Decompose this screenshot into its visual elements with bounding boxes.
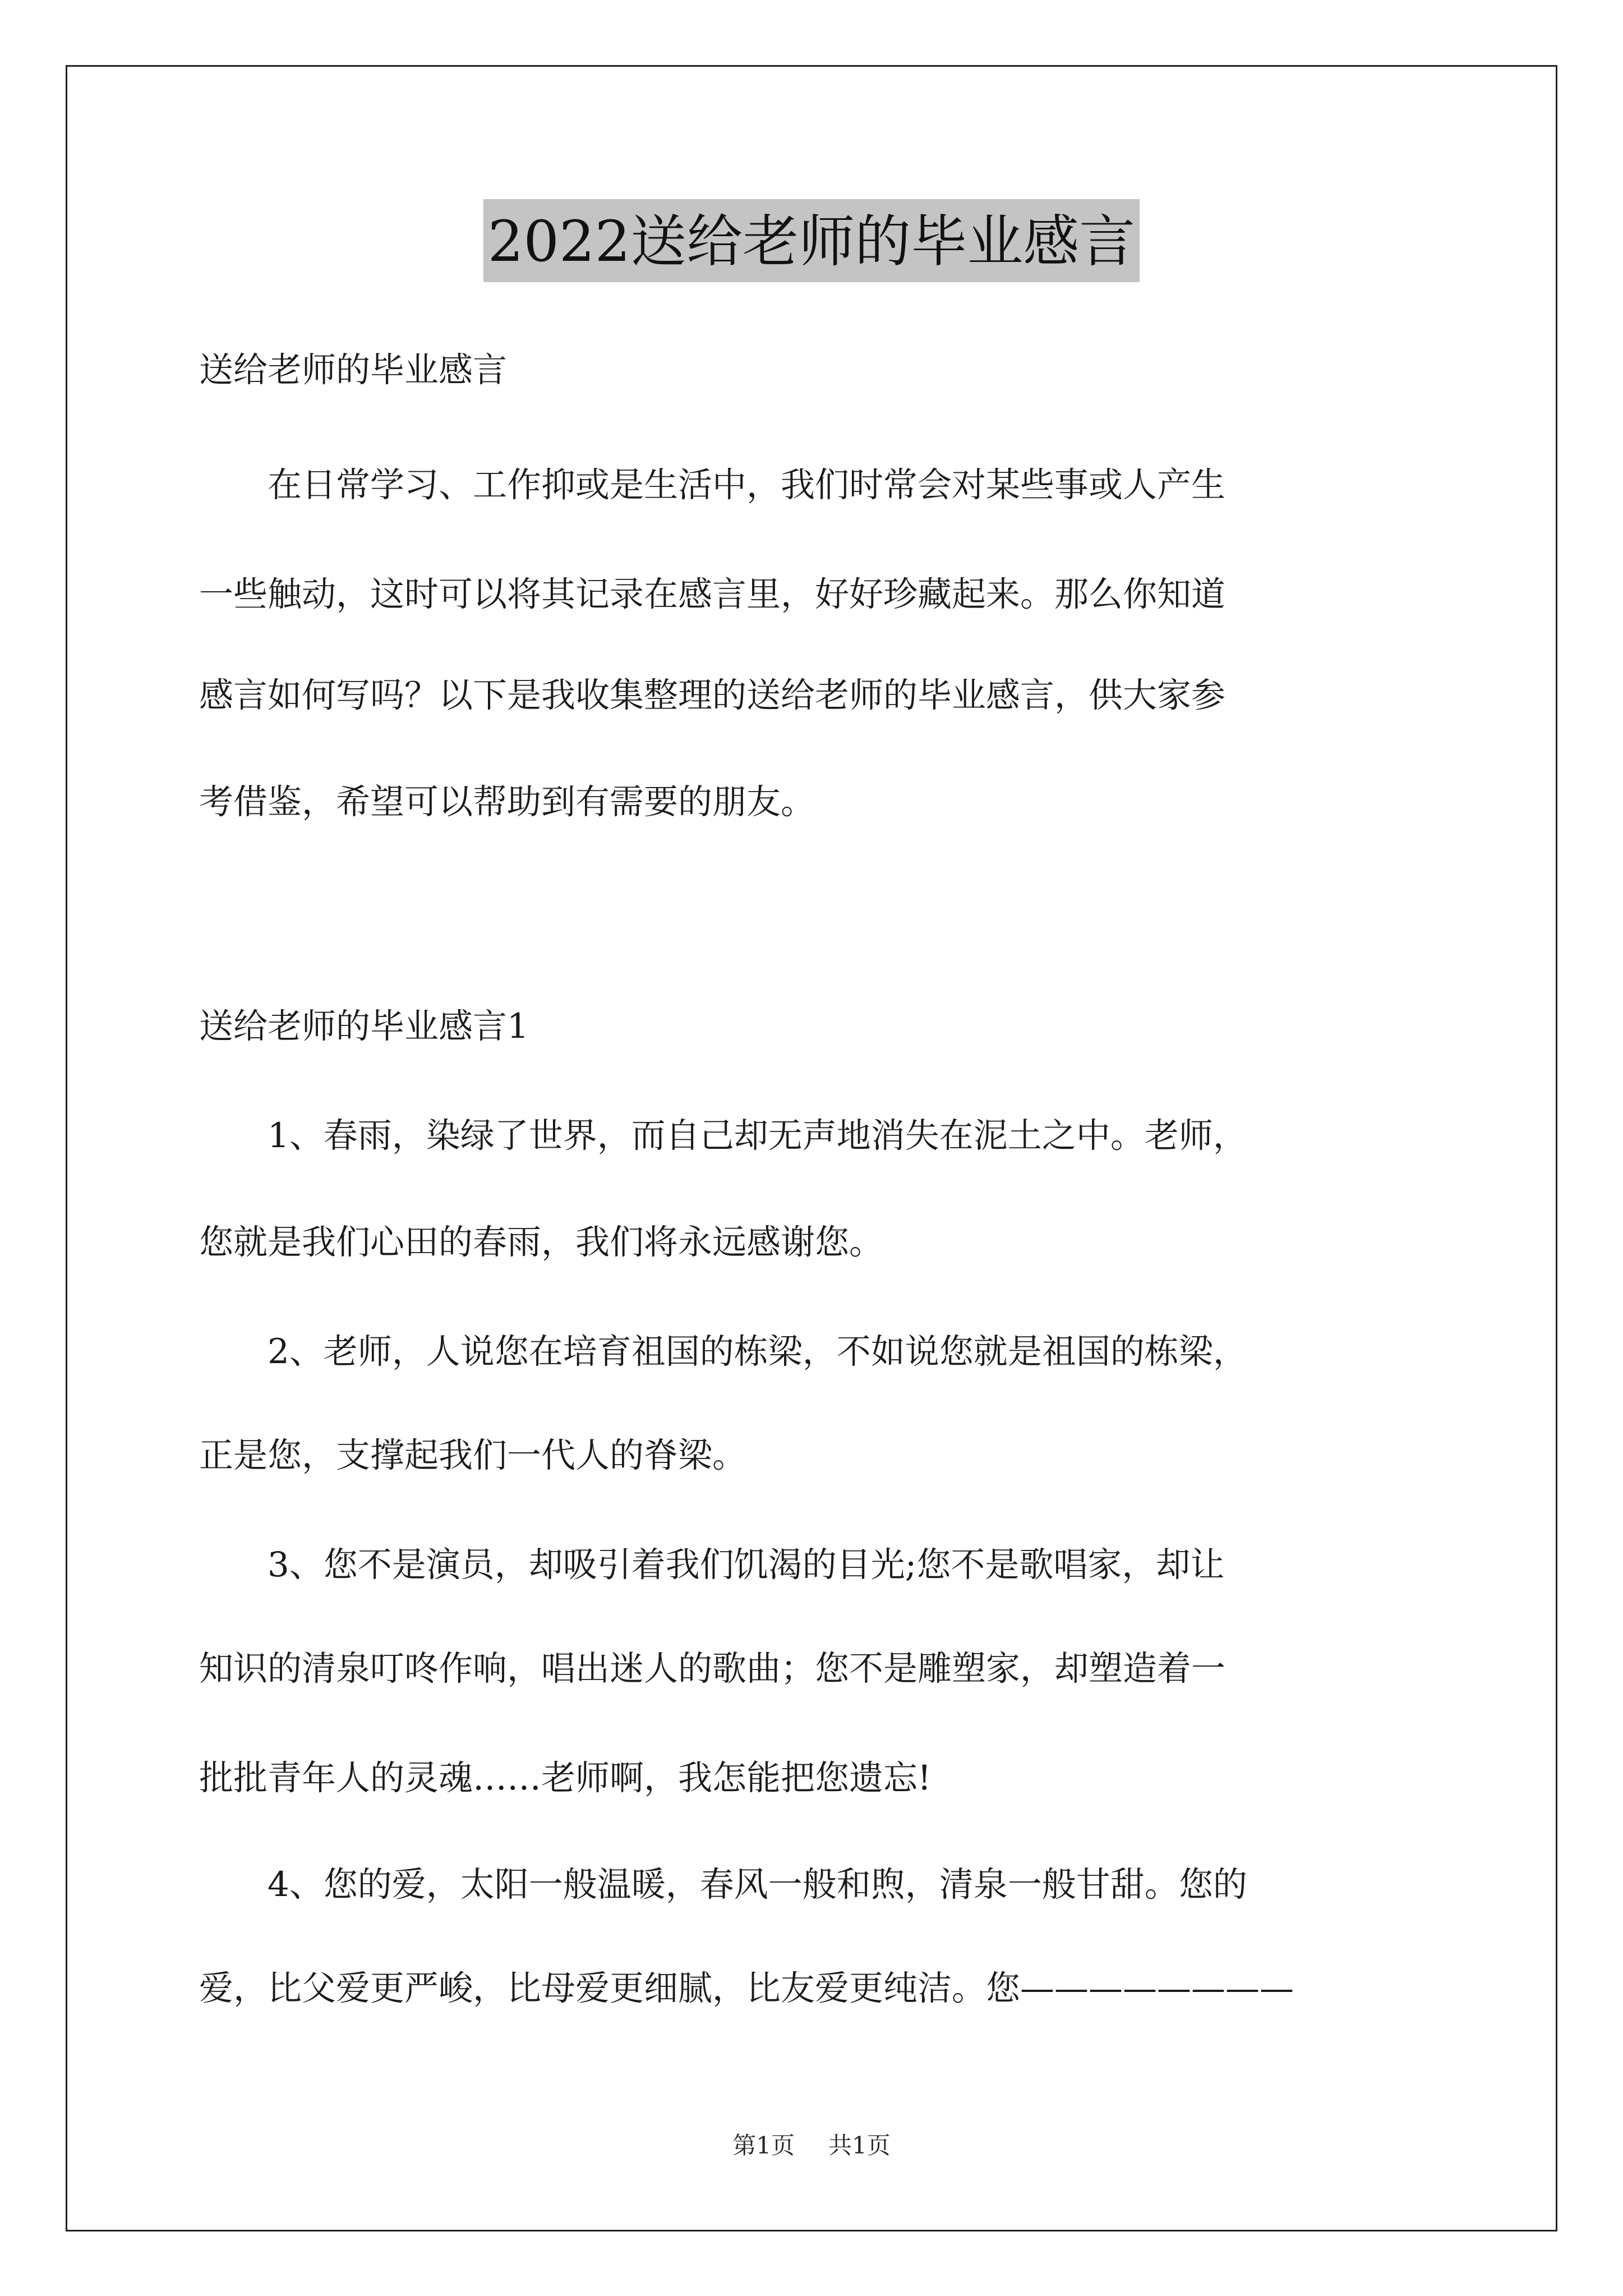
page-number-current: 第1页 bbox=[732, 2132, 795, 2159]
page-footer bbox=[0, 2129, 1623, 2162]
paragraph-line: 爱，比父爱更严峻，比母爱更细腻，比友爱更纯洁。您———————— bbox=[199, 1968, 1294, 2008]
title-wrap bbox=[0, 199, 1623, 282]
paragraph-line: 您就是我们心田的春雨，我们将永远感谢您。 bbox=[199, 1222, 884, 1262]
paragraph-line: 批批青年人的灵魂……老师啊，我怎能把您遗忘! bbox=[199, 1758, 932, 1798]
paragraph-line: 4、您的爱，太阳一般温暖，春风一般和煦，清泉一般甘甜。您的 bbox=[199, 1865, 1247, 1904]
paragraph-line: 正是您，支撑起我们一代人的脊梁。 bbox=[199, 1435, 747, 1475]
document-title: 2022送给老师的毕业感言 bbox=[483, 199, 1140, 282]
paragraph-line: 3、您不是演员，却吸引着我们饥渴的目光;您不是歌唱家，却让 bbox=[199, 1545, 1225, 1585]
paragraph-line: 在日常学习、工作抑或是生活中，我们时常会对某些事或人产生 bbox=[199, 465, 1226, 505]
paragraph-line: 2、老师，人说您在培育祖国的栋梁，不如说您就是祖国的栋梁， bbox=[199, 1332, 1247, 1372]
paragraph-line: 一些触动，这时可以将其记录在感言里，好好珍藏起来。那么你知道 bbox=[199, 574, 1226, 614]
section-heading: 送给老师的毕业感言 bbox=[199, 350, 508, 390]
paragraph-line: 考借鉴，希望可以帮助到有需要的朋友。 bbox=[199, 782, 815, 822]
paragraph-line: 1、春雨，染绿了世界，而自己却无声地消失在泥土之中。老师， bbox=[199, 1116, 1247, 1156]
paragraph-line: 感言如何写吗？以下是我收集整理的送给老师的毕业感言，供大家参 bbox=[199, 675, 1226, 715]
section-heading: 送给老师的毕业感言1 bbox=[199, 1006, 529, 1046]
paragraph-line: 知识的清泉叮咚作响，唱出迷人的歌曲；您不是雕塑家，却塑造着一 bbox=[199, 1649, 1226, 1688]
page-number-total: 共1页 bbox=[828, 2132, 891, 2159]
